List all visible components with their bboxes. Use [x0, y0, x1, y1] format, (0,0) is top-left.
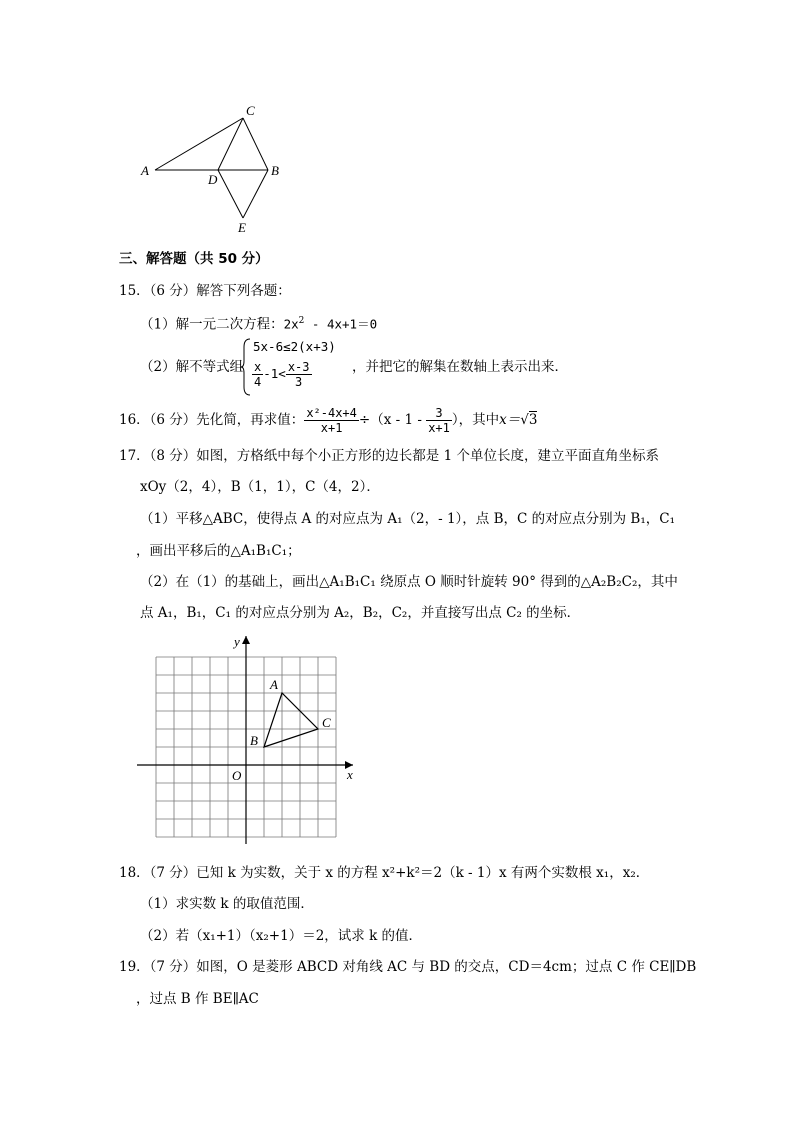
label-C: C	[322, 715, 331, 730]
q16-frac2-den: x+1	[428, 421, 450, 435]
q15-part2-prefix: （2）解不等式组	[140, 359, 244, 375]
q16-sqrt-val: 3	[528, 412, 538, 428]
label-C: C	[246, 103, 255, 118]
q16-close: ），其中	[451, 412, 500, 428]
q17-line2: xOy（2，4），B（1，1），C（4，2）．	[140, 479, 380, 495]
q16-frac1-num: x²-4x+4	[306, 406, 357, 420]
ineq2-num: x	[254, 360, 262, 374]
q16	[119, 402, 537, 438]
label-B: B	[250, 733, 258, 748]
label-y: y	[234, 634, 240, 649]
label-E: E	[238, 220, 246, 235]
q18-line3: （2）若（x₁+1）（x₂+1）＝2，试求 k 的值．	[140, 928, 423, 944]
q15-eq-a: 2x	[283, 316, 299, 332]
sqrt-icon: √	[520, 412, 529, 428]
triangle-abc	[264, 693, 318, 747]
label-B: B	[271, 163, 279, 178]
q15-eq-sup: 2	[298, 316, 305, 326]
q16-div: ÷（x - 1 -	[358, 412, 427, 428]
section-title: 三、解答题（共 50 分）	[119, 251, 269, 267]
q19-line2: ，过点 B 作 BE∥AC	[136, 991, 259, 1007]
q17-line1: 17．（8 分）如图，方格纸中每个小正方形的边长都是 1 个单位长度，建立平面直角坐标系	[119, 448, 659, 464]
ineq2-mid: -1<	[263, 366, 286, 381]
q15-ineq2	[252, 360, 312, 389]
q16-frac1-den: x+1	[320, 421, 343, 435]
q18-line2: （1）求实数 k 的取值范围．	[140, 896, 314, 912]
geometry-figure	[130, 98, 300, 238]
q17-line3: （1）平移△ABC，使得点 A 的对应点为 A₁（2，- 1），点 B，C 的对应点分别为 B₁，C₁	[140, 511, 675, 527]
q16-prefix: 16．（6 分）先化简，再求值：	[119, 412, 305, 428]
q16-frac2-num: 3	[426, 406, 452, 421]
q17-line4: ，画出平移后的△A₁B₁C₁；	[136, 543, 301, 559]
q15-stem: 15．（6 分）解答下列各题：	[119, 283, 291, 299]
q17-line5: （2）在（1）的基础上，画出△A₁B₁C₁ 绕原点 O 顺时针旋转 90° 得到的△A₂B₂C₂，其中	[140, 574, 678, 590]
q15-part2-suffix: ，并把它的解集在数轴上表示出来．	[352, 359, 568, 375]
q15-ineq1: 5x-6≤2(x+3)	[253, 339, 336, 354]
q17-line6: 点 A₁，B₁，C₁ 的对应点分别为 A₂，B₂，C₂，并直接写出点 C₂ 的坐标．	[140, 605, 581, 621]
y-axis-arrow-icon	[242, 636, 250, 644]
coordinate-grid	[135, 630, 375, 845]
q18-line1: 18．（7 分）已知 k 为实数，关于 x 的方程 x²+k²＝2（k - 1）x 有两个实数根 x₁，x₂．	[119, 865, 650, 881]
q15-eq-b: - 4x+1＝0	[304, 316, 378, 332]
brace-icon	[240, 337, 252, 397]
q15-part1-prefix: （1）解一元二次方程：	[140, 316, 284, 333]
ineq2-den: 4	[254, 375, 262, 389]
label-A: A	[141, 163, 149, 178]
q16-xeq: x＝	[499, 412, 521, 428]
q15-part1	[140, 312, 377, 334]
label-A: A	[270, 677, 278, 692]
label-x: x	[347, 767, 353, 782]
label-D: D	[208, 172, 218, 187]
q19-line1: 19．（7 分）如图，O 是菱形 ABCD 对角线 AC 与 BD 的交点，CD＝4cm；过点 C 作 CE∥DB	[119, 959, 697, 975]
ineq2-den2: 3	[295, 375, 303, 389]
label-O: O	[232, 768, 242, 783]
ineq2-num2: x-3	[287, 360, 310, 374]
